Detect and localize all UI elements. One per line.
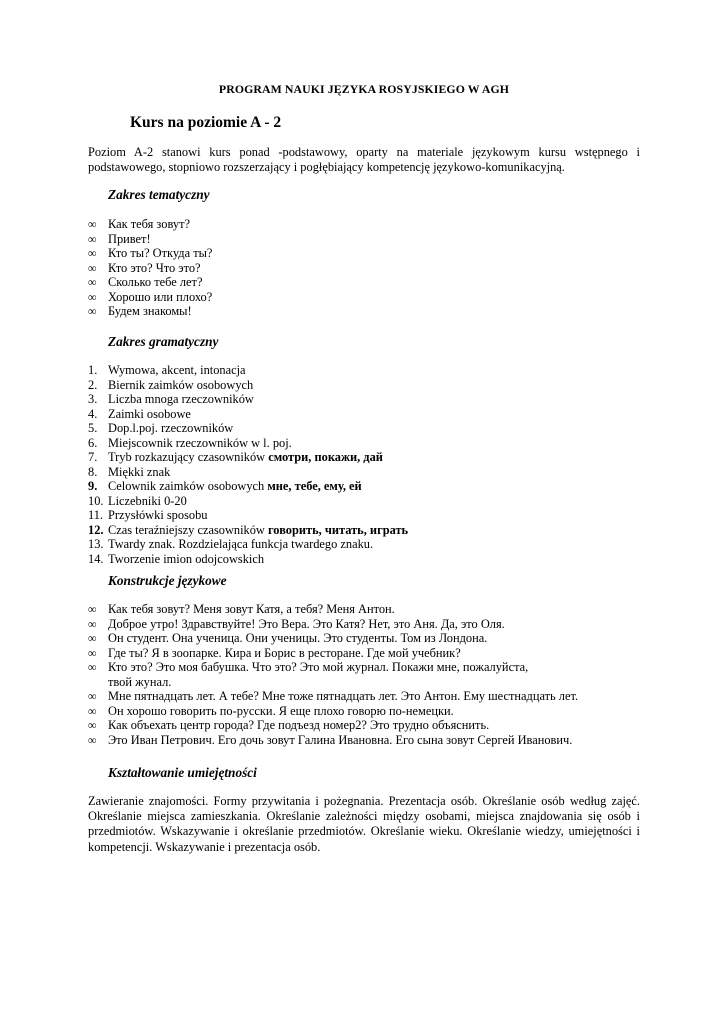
infinity-bullet-icon: ∞ (88, 660, 97, 674)
list-item-text: Доброе утро! Здравствуйте! Это Вера. Это Катя? Нет, это Аня. Да, это Оля. (108, 616, 505, 631)
list-number: 7. (88, 450, 98, 464)
list-item (88, 718, 640, 733)
infinity-bullet-icon: ∞ (88, 260, 97, 275)
thematic-list (88, 217, 640, 319)
list-item-text: Czas teraźniejszy czasowników (108, 522, 268, 537)
list-item-text: Przysłówki sposobu (108, 508, 208, 522)
list-item-bold-text: говорить, читать, играть (267, 522, 409, 537)
list-item-text: Liczba mnoga rzeczowników (108, 392, 254, 406)
list-item (88, 494, 640, 509)
list-item (88, 689, 640, 704)
list-item (88, 523, 640, 538)
infinity-bullet-icon: ∞ (88, 732, 97, 747)
list-item-text: твой жунал. (108, 674, 172, 689)
infinity-bullet-icon: ∞ (88, 217, 97, 231)
list-item (88, 363, 640, 378)
list-item-text: Zaimki osobowe (108, 406, 191, 421)
list-number: 9. (88, 479, 98, 493)
list-item-text: Хорошо или плохо? (108, 289, 213, 304)
grammar-list (88, 363, 640, 566)
list-item-text: Он хорошо говорить по-русски. Я еще плохо говорю по-немецки. (108, 703, 454, 718)
list-number: 3. (88, 392, 98, 406)
thematic-heading: Zakres tematyczny (108, 187, 210, 202)
list-item (88, 246, 640, 261)
list-item (88, 378, 640, 393)
list-item-text: Кто это? Это моя бабушка. Что это? Это мой журнал. Покажи мне, пожалуйста, (108, 660, 529, 674)
list-number: 12. (88, 522, 104, 537)
list-item (88, 436, 640, 451)
list-item (88, 217, 640, 232)
list-item-text: Celownik zaimków osobowych (108, 479, 268, 493)
infinity-bullet-icon: ∞ (88, 231, 97, 246)
list-item-text: Liczebniki 0-20 (108, 493, 187, 508)
list-item-text: Где ты? Я в зоопарке. Кира и Борис в ресторане. Где мой учебник? (108, 645, 461, 660)
list-item (88, 275, 640, 290)
list-item (88, 646, 640, 661)
list-item (88, 508, 640, 523)
intro-paragraph: Poziom A-2 stanowi kurs ponad -podstawowy, oparty na materiale językowym kursu wstępnego i podstawowego, stopniowo rozszerzający i pogłębiający kompetencję językowo-komunikacyjną. (88, 145, 640, 174)
list-item (88, 617, 640, 632)
list-number: 5. (88, 421, 98, 435)
list-item-text: Кто ты? Откуда ты? (108, 246, 213, 260)
infinity-bullet-icon: ∞ (88, 703, 97, 718)
infinity-bullet-icon: ∞ (88, 631, 97, 645)
list-item-text: Он студент. Она ученица. Они ученицы. Это студенты. Том из Лондона. (108, 631, 488, 645)
list-item (88, 631, 640, 646)
list-item-text: Miękki znak (108, 464, 171, 479)
infinity-bullet-icon: ∞ (88, 616, 97, 631)
list-number: 8. (88, 464, 98, 479)
list-number: 11. (88, 508, 104, 522)
list-item (88, 602, 640, 617)
list-item-text: Biernik zaimków osobowych (108, 377, 254, 392)
infinity-bullet-icon: ∞ (88, 275, 97, 289)
grammar-heading: Zakres gramatyczny (108, 334, 219, 349)
list-item (88, 537, 640, 552)
list-number: 1. (88, 363, 98, 377)
list-item (88, 261, 640, 276)
list-item-text: Кто это? Что это? (108, 260, 201, 275)
list-item (88, 479, 640, 494)
list-number: 4. (88, 406, 98, 421)
list-item (88, 450, 640, 465)
list-item-bold-text: смотри, покажи, дай (268, 450, 383, 464)
list-item-text: Это Иван Петрович. Его дочь зовут Галина Ивановна. Его сына зовут Сергей Иванович. (108, 732, 573, 747)
list-item (88, 392, 640, 407)
list-item (88, 407, 640, 422)
skills-paragraph: Zawieranie znajomości. Formy przywitania i pożegnania. Prezentacja osób. Określanie osób według zajęć. Określanie miejsca zamieszkania. Określanie zależności między osobami, miejsca znajdowania się osób i przedmiotów. Wskazywanie i określanie przedmiotów. Określanie wieku. Określanie wiedzy, umiejętności i kompetencji. Wskazywanie i prezentacja osób. (88, 794, 640, 854)
infinity-bullet-icon: ∞ (88, 246, 97, 260)
constructions-list (88, 602, 640, 747)
list-item (88, 660, 640, 689)
list-number: 14. (88, 551, 104, 566)
list-item-text: Сколько тебе лет? (108, 275, 203, 289)
list-item-text: Twardy znak. Rozdzielająca funkcja twardego znaku. (108, 537, 374, 551)
infinity-bullet-icon: ∞ (88, 689, 97, 703)
list-item-text: Tworzenie imion odojcowskich (108, 551, 265, 566)
list-item-bold-text: мне, тебе, ему, ей (267, 479, 362, 493)
list-number: 10. (88, 493, 104, 508)
list-number: 2. (88, 377, 98, 392)
list-item (88, 290, 640, 305)
list-item-text: Мне пятнадцать лет. А тебе? Мне тоже пятнадцать лет. Это Антон. Ему шестнадцать лет. (108, 689, 579, 703)
list-number: 13. (88, 537, 104, 551)
list-number: 6. (88, 435, 98, 450)
list-item-text: Как тебя зовут? (108, 217, 190, 231)
infinity-bullet-icon: ∞ (88, 602, 97, 616)
list-item (88, 552, 640, 567)
list-item-text: Wymowa, akcent, intonacja (108, 363, 246, 377)
list-item (88, 304, 640, 319)
infinity-bullet-icon: ∞ (88, 304, 97, 318)
list-item (88, 232, 640, 247)
skills-heading: Kształtowanie umiejętności (108, 765, 257, 780)
list-item-text: Как объехать центр города? Где подъезд номер2? Это трудно объяснить. (108, 718, 490, 732)
list-item-text: Как тебя зовут? Меня зовут Катя, а тебя? Меня Антон. (108, 602, 395, 616)
constructions-heading: Konstrukcje językowe (108, 573, 227, 588)
list-item-text: Tryb rozkazujący czasowników (108, 450, 269, 464)
list-item-text: Будем знакомы! (108, 304, 192, 318)
list-item (88, 465, 640, 480)
infinity-bullet-icon: ∞ (88, 645, 97, 660)
list-item (88, 704, 640, 719)
infinity-bullet-icon: ∞ (88, 289, 97, 304)
program-title: PROGRAM NAUKI JĘZYKA ROSYJSKIEGO W AGH (218, 82, 510, 96)
course-title: Kurs na poziomie A - 2 (130, 114, 282, 131)
list-item (88, 733, 640, 748)
list-item-text: Miejscownik rzeczowników w l. poj. (108, 435, 292, 450)
list-item-text: Привет! (108, 231, 151, 246)
list-item (88, 421, 640, 436)
infinity-bullet-icon: ∞ (88, 718, 97, 732)
list-item-text: Dop.l.poj. rzeczowników (108, 421, 234, 435)
